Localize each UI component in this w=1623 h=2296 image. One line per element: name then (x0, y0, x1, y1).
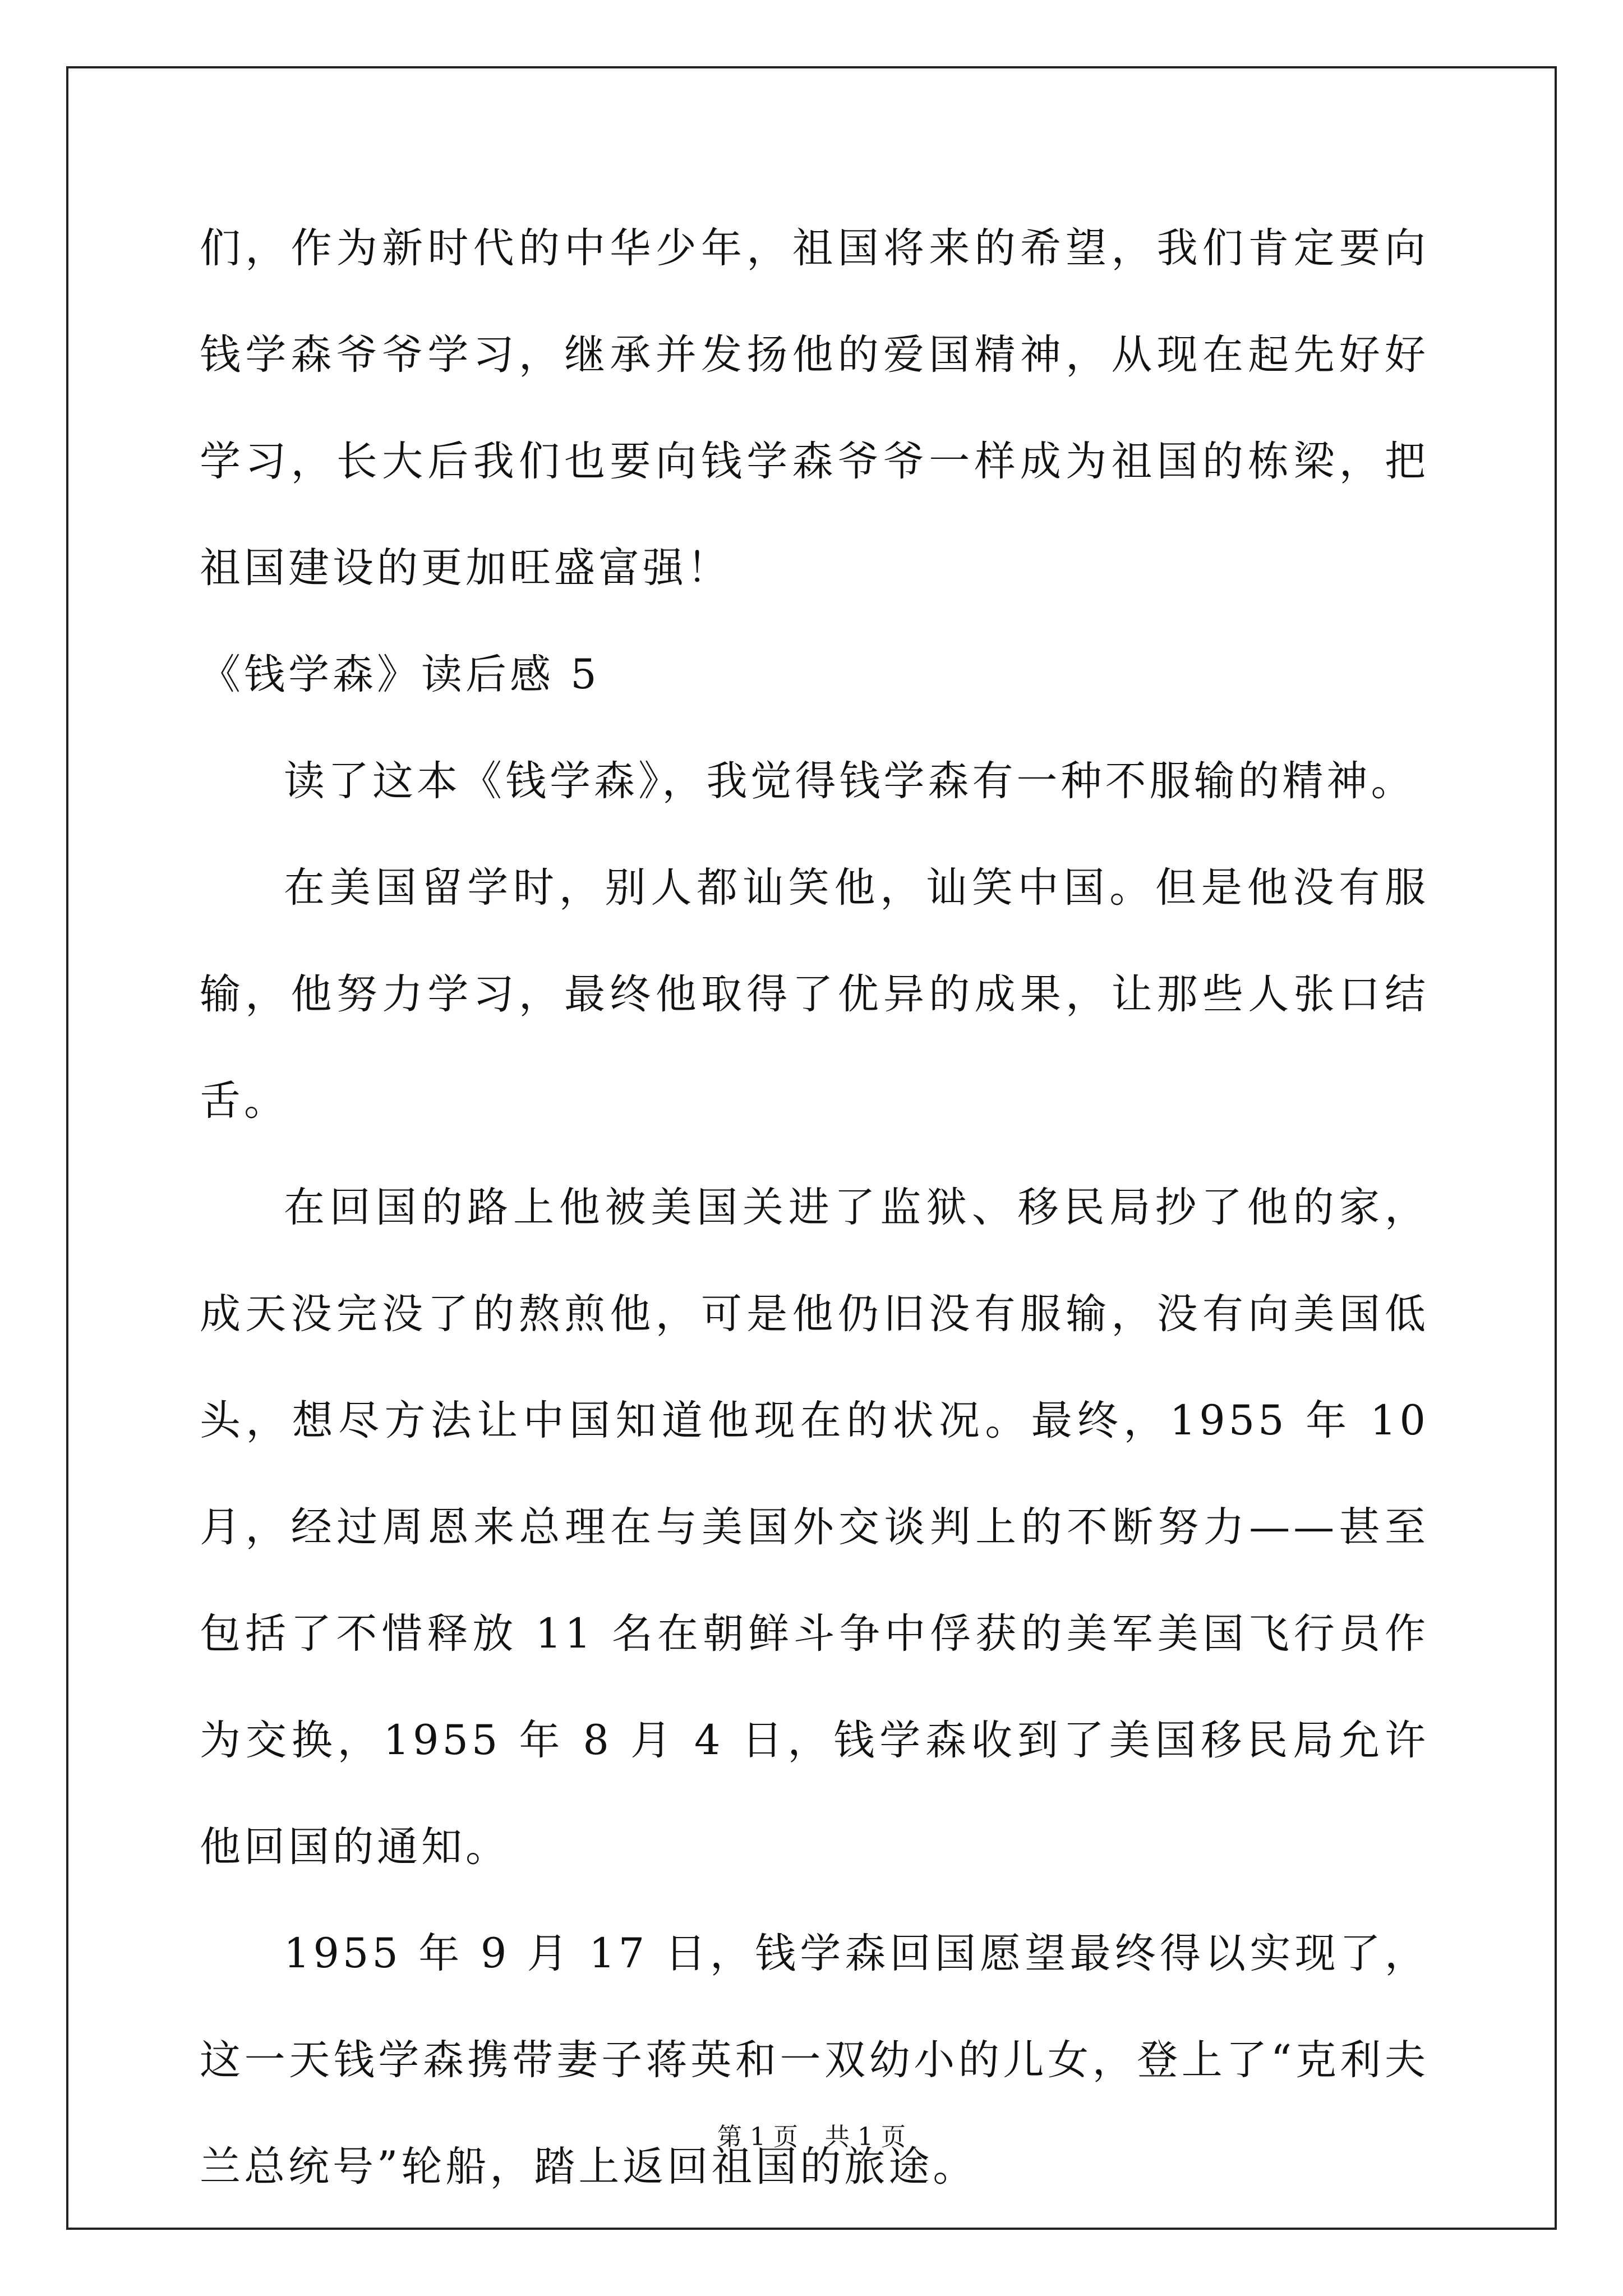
paragraph: 1955 年 9 月 17 日，钱学森回国愿望最终得以实现了，这一天钱学森携带妻子蒋英和一双幼小的儿女，登上了“克利夫兰总统号”轮船，踏上返回祖国的旅途。 (200, 1930, 1429, 2191)
paragraph: 在回国的路上他被美国关进了监狱、移民局抄了他的家，成天没完没了的熬煎他，可是他仍旧没有服输，没有向美国低头，想尽方法让中国知道他现在的状况。最终，1955 年 10 月，经过周恩来总理在与美国外交谈判上的不断努力——甚至包括了不惜释放 11 名在朝鲜斗争中俘获的美军美国飞行员作为交换，1955 年 8 月 4 日，钱学森收到了美国移民局允许他回国的通知。 (200, 1184, 1429, 1871)
page-total: 共 1 页 (825, 2123, 906, 2151)
paragraph-continuation: 们，作为新时代的中华少年，祖国将来的希望，我们肯定要向钱学森爷爷学习，继承并发扬他的爱国精神，从现在起先好好学习，长大后我们也要向钱学森爷爷一样成为祖国的栋梁，把祖国建设的更加旺盛富强！ (200, 224, 1429, 592)
paragraph: 读了这本《钱学森》，我觉得钱学森有一种不服输的精神。 (284, 757, 1415, 805)
page-footer (0, 2120, 1623, 2154)
page-number: 第 1 页 (717, 2123, 798, 2151)
section-heading: 《钱学森》读后感 5 (200, 651, 600, 698)
document-body (200, 195, 1429, 2220)
paragraph: 在美国留学时，别人都讪笑他，讪笑中国。但是他没有服输，他努力学习，最终他取得了优异的成果，让那些人张口结舌。 (200, 864, 1429, 1125)
